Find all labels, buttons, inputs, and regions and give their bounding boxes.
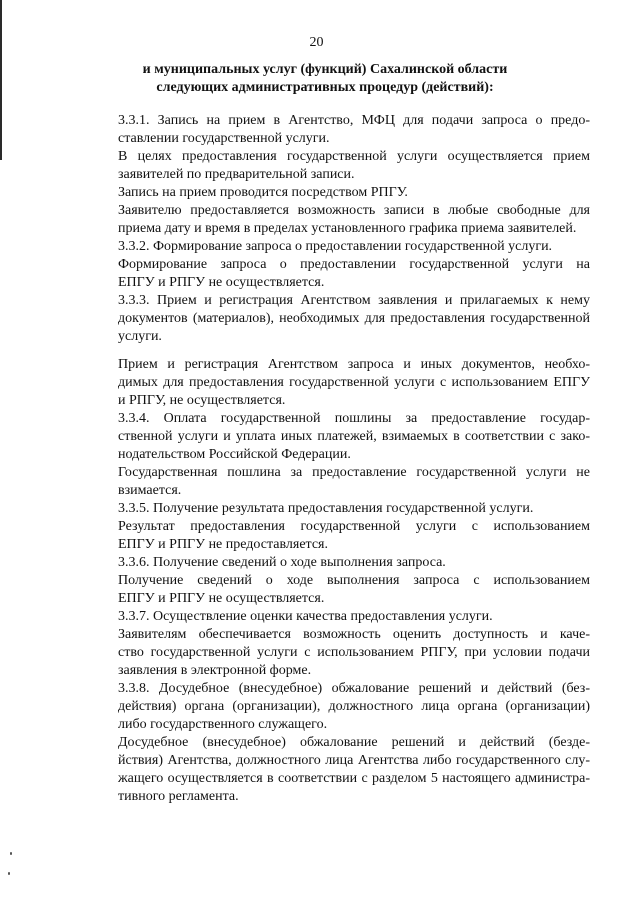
paragraph-line: Досудебное (внесудебное) обжалование решений и действий (безде- [118, 735, 590, 750]
paragraph [90, 112, 590, 148]
paragraph-line: 3.3.5. Получение результата предоставления государственной услуги. [118, 501, 534, 516]
paragraph [90, 202, 590, 238]
paragraph [90, 554, 590, 572]
paragraph-line: ЕПГУ и РПГУ не предоставляется. [118, 537, 328, 552]
paragraph-line: 3.3.3. Прием и регистрация Агентством заявления и прилагаемых к нему [118, 293, 590, 308]
page-number: 20 [309, 35, 324, 50]
paragraph-line: документов (материалов), необходимых для предоставления государственной [118, 311, 590, 326]
paragraph-line: Заявителю предоставляется возможность записи в любые свободные для [118, 203, 590, 218]
paragraph [90, 626, 590, 680]
scan-speck [8, 872, 10, 875]
paragraph-line: ЕПГУ и РПГУ не осуществляется. [118, 275, 325, 290]
paragraph-line: димых для предоставления государственной услуги с использованием ЕПГУ [118, 375, 590, 390]
paragraph [90, 518, 590, 554]
paragraph-line: ство государственной услуги с использованием РПГУ, при условии подачи [118, 645, 590, 660]
paragraph-line: Формирование запроса о предоставлении государственной услуги на [118, 257, 590, 272]
paragraph-line: жащего осуществляется в соответствии с разделом 5 настоящего администра- [118, 771, 590, 786]
paragraph-line: либо государственного служащего. [118, 717, 328, 732]
section-heading [60, 61, 590, 97]
paragraph-line: 3.3.2. Формирование запроса о предоставлении государственной услуги. [118, 239, 553, 254]
paragraph-line: заявителей по предварительной записи. [118, 167, 355, 182]
paragraph-line: нодательством Российской Федерации. [118, 447, 351, 462]
paragraph-line: действия) органа (организации), должностного лица органа (организации) [118, 699, 590, 714]
scan-edge-shadow [0, 0, 2, 160]
heading-line: и муниципальных услуг (функций) Сахалинской области [142, 62, 508, 77]
paragraph-line: заявления в электронной форме. [118, 663, 312, 678]
paragraph-line: 3.3.4. Оплата государственной пошлины за предоставление государ- [118, 411, 590, 426]
paragraph-line: 3.3.7. Осуществление оценки качества предоставления услуги. [118, 609, 493, 624]
paragraph-line: Получение сведений о ходе выполнения запроса с использованием [118, 573, 590, 588]
paragraph [90, 464, 590, 500]
paragraph-line: ставлении государственной услуги. [118, 131, 330, 146]
paragraph-line: услуги. [118, 329, 162, 344]
paragraph-line: 3.3.8. Досудебное (внесудебное) обжалование решений и действий (без- [118, 681, 590, 696]
paragraph-line: Запись на прием проводится посредством РПГУ. [118, 185, 408, 200]
paragraph [90, 500, 590, 518]
paragraph [90, 608, 590, 626]
paragraph [90, 572, 590, 608]
document-body [90, 112, 590, 806]
paragraph [90, 238, 590, 256]
paragraph [90, 184, 590, 202]
paragraph [90, 410, 590, 464]
paragraph-line: Заявителям обеспечивается возможность оценить доступность и каче- [118, 627, 590, 642]
paragraph-line: йствия) Агентства, должностного лица Агентства либо государственного слу- [118, 753, 590, 768]
scan-speck [10, 852, 12, 855]
paragraph [90, 148, 590, 184]
paragraph-line: 3.3.1. Запись на прием в Агентство, МФЦ для подачи запроса о предо- [118, 113, 590, 128]
paragraph-line: Государственная пошлина за предоставление государственной услуги не [118, 465, 590, 480]
paragraph [90, 292, 590, 346]
paragraph [90, 680, 590, 734]
paragraph-line: и РПГУ, не осуществляется. [118, 393, 286, 408]
paragraph [90, 734, 590, 806]
heading-line: следующих административных процедур (действий): [156, 80, 494, 95]
paragraph [90, 256, 590, 292]
paragraph-line: 3.3.6. Получение сведений о ходе выполнения запроса. [118, 555, 446, 570]
paragraph-line: Прием и регистрация Агентством запроса и иных документов, необхо- [118, 357, 590, 372]
paragraph-line: ственной услуги и уплата иных платежей, взимаемых в соответствии с зако- [118, 429, 590, 444]
paragraph-line: тивного регламента. [118, 789, 239, 804]
paragraph [90, 356, 590, 410]
paragraph-line: ЕПГУ и РПГУ не осуществляется. [118, 591, 325, 606]
paragraph-line: Результат предоставления государственной услуги с использованием [118, 519, 590, 534]
paragraph-line: приема дату и время в пределах установленного графика приема заявителей. [118, 221, 577, 236]
paragraph-line: В целях предоставления государственной услуги осуществляется прием [118, 149, 590, 164]
paragraph-line: взимается. [118, 483, 182, 498]
